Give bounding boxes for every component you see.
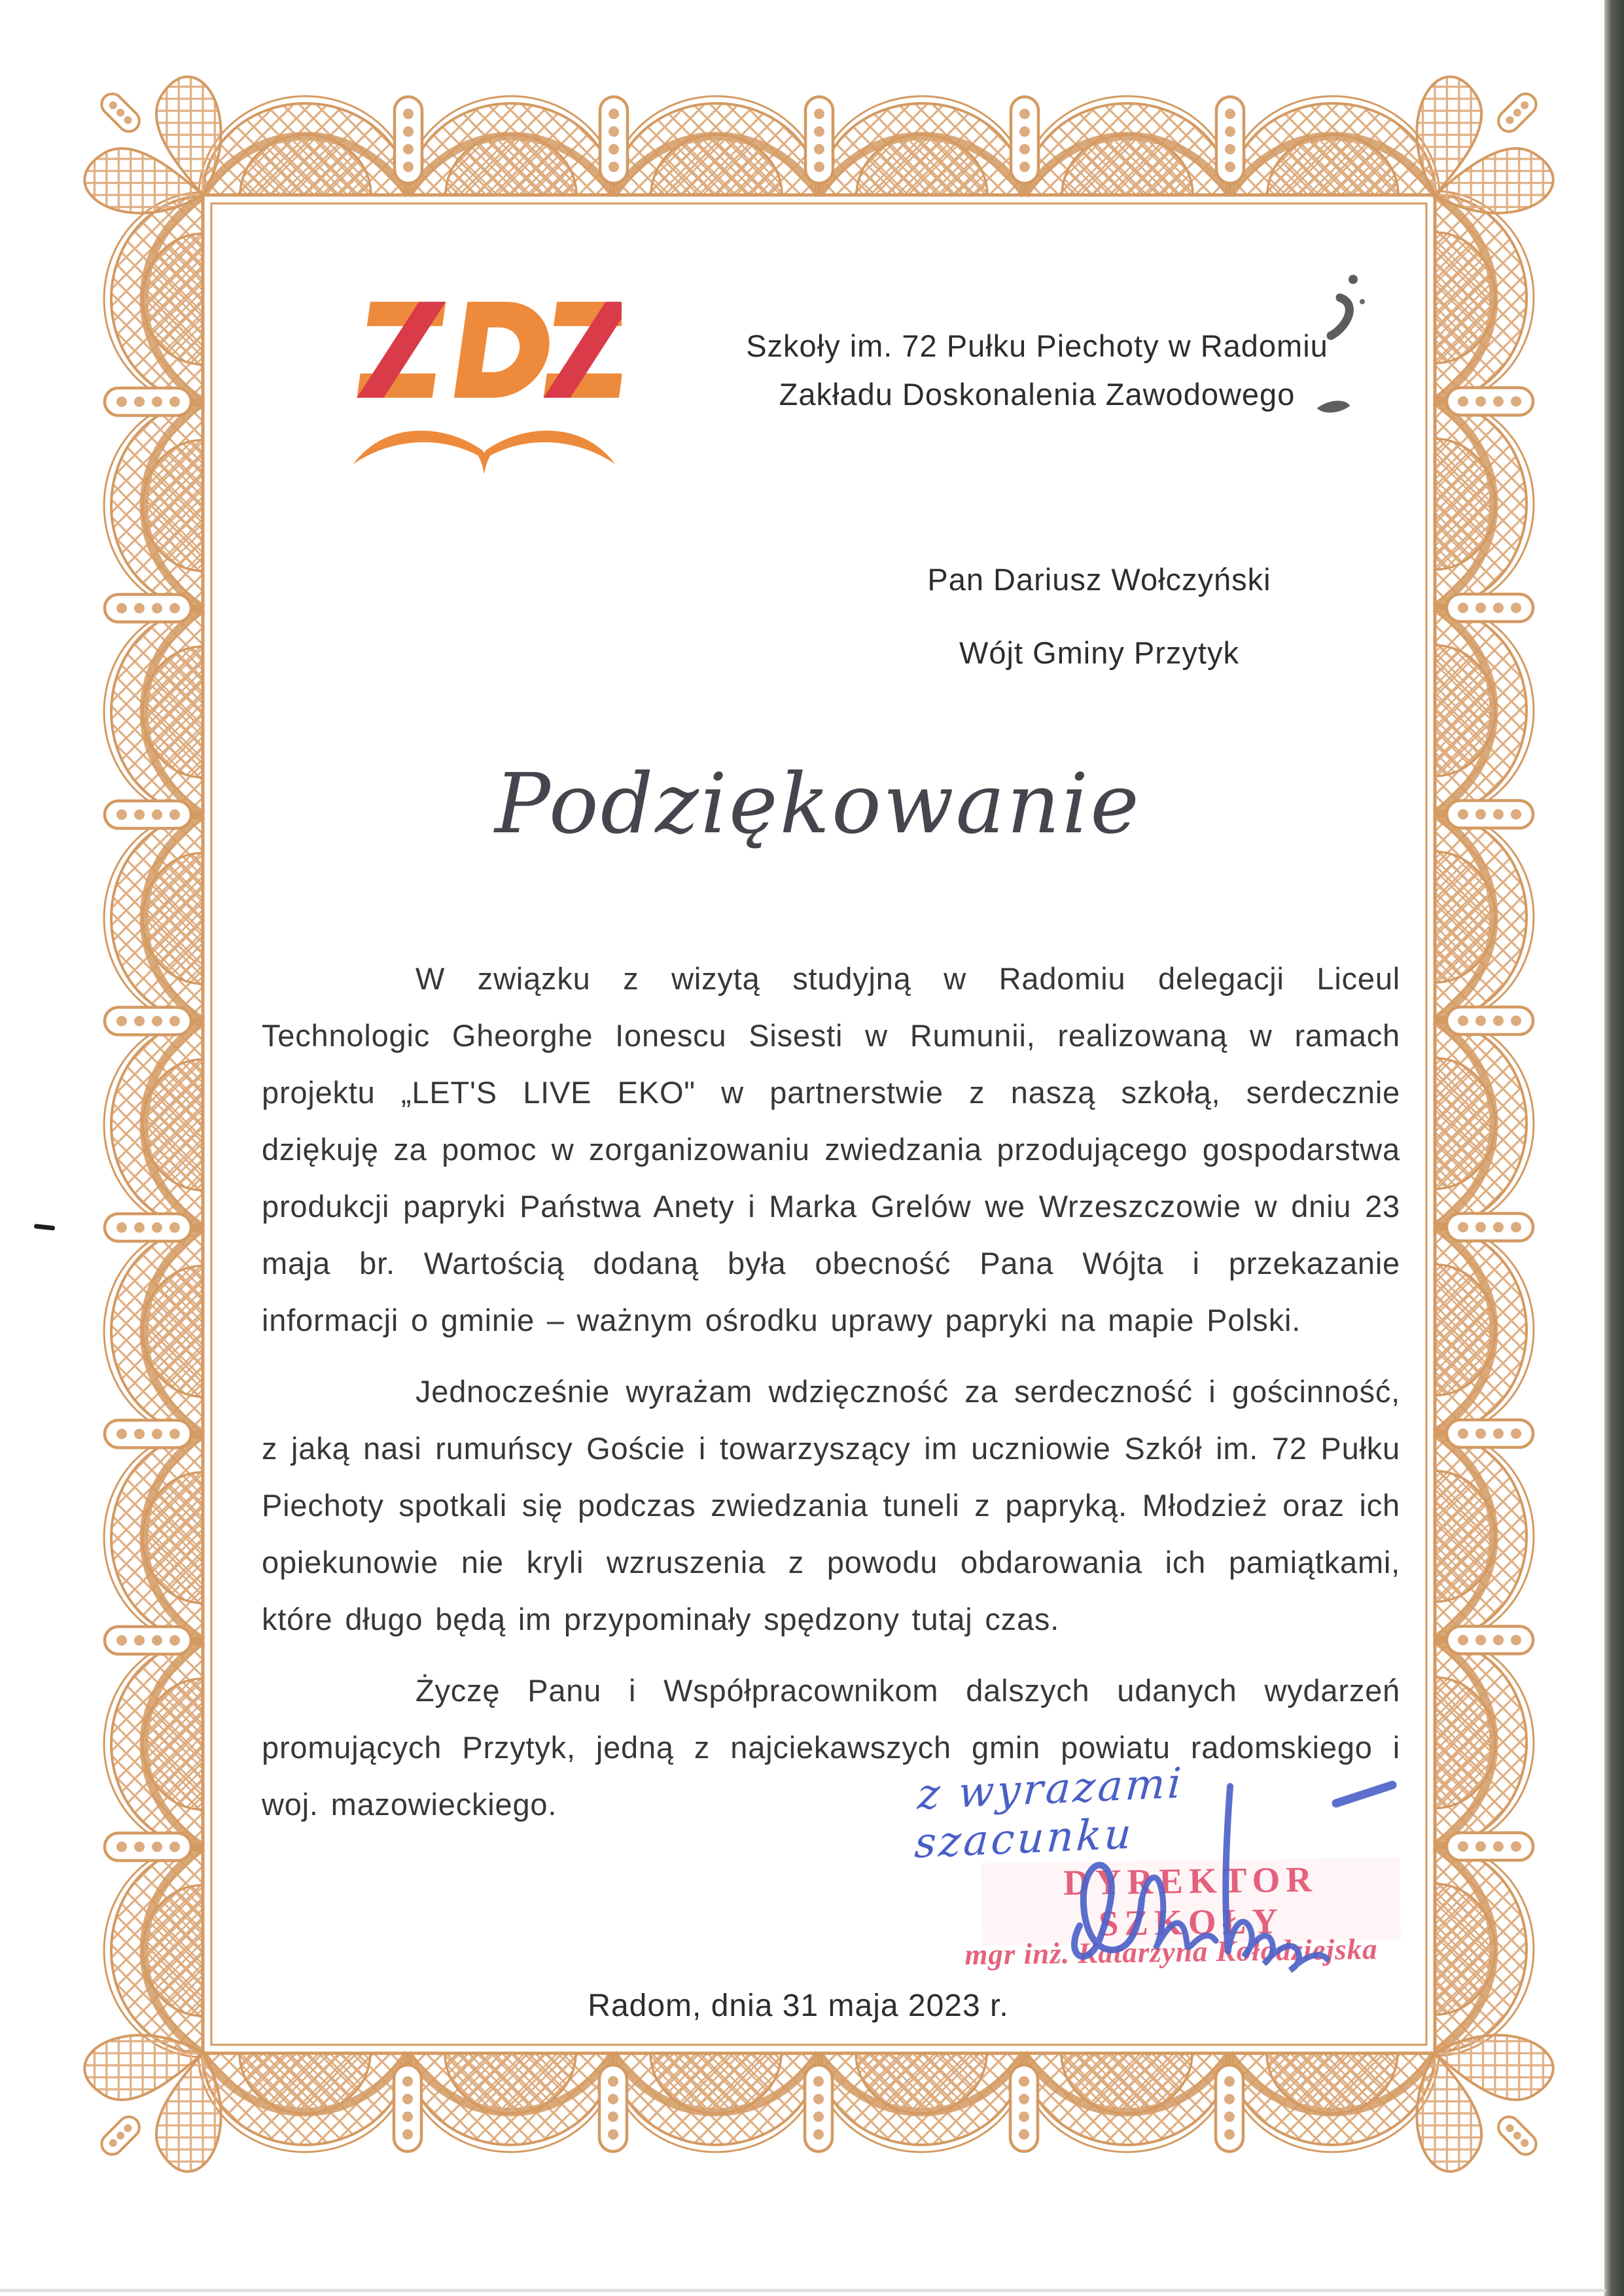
- zdz-logo: [347, 294, 622, 491]
- header-org: [703, 322, 1371, 419]
- recipient-name: Pan Dariusz Wołczyński: [927, 562, 1271, 597]
- recipient-title: Wójt Gminy Przytyk: [959, 635, 1239, 670]
- org-line-1: Szkoły im. 72 Pułku Piechoty w Radomiu: [746, 328, 1328, 363]
- zdz-logo-graphic: [347, 294, 622, 491]
- scanner-bottom-line: [0, 2289, 1606, 2292]
- body-paragraph-2: Jednocześnie wyrażam wdzięczność za serdeczność i gościnność, z jaką nasi rumuńscy Goście i towarzyszący im uczniowie Szkół im. 72 Pułku Piechoty spotkali się podczas zwiedzania tuneli z papryką. Młodzież oraz ich opiekunowie nie kryli wzruszenia z powodu obdarowania ich pamiątkami, które długo będą im przypominały spędzony tutaj czas.: [262, 1374, 1400, 1636]
- body-paragraph-1: W związku z wizytą studyjną w Radomiu delegacji Liceul Technologic Gheorghe Ionescu Sisesti w Rumunii, realizowaną w ramach projektu „LET'S LIVE EKO" w partnerstwie z naszą szkołą, serdecznie dziękuję za pomoc w zorganizowaniu zwiedzania przodującego gospodarstwa produkcji papryki Państwa Anety i Marka Grelów we Wrzeszczowie w dniu 23 maja br. Wartością dodaną była obecność Pana Wójta i przekazanie informacji o gminie – ważnym ośrodku uprawy papryki na mapie Polski.: [262, 961, 1400, 1337]
- letter-body: [262, 950, 1400, 1847]
- org-line-2: Zakładu Doskonalenia Zawodowego: [779, 377, 1296, 412]
- stamp-role-line: DYREKTOR SZKOŁY: [981, 1858, 1401, 1946]
- page-title: Podziękowanie: [495, 756, 1141, 852]
- ink-comma-mark: [1309, 387, 1361, 427]
- signature-scribble: [1034, 1759, 1400, 1981]
- body-paragraph-3: Życzę Panu i Współpracownikom dalszych udanych wydarzeń promujących Przytyk, jedną z najciekawszych gmin powiatu radomskiego i woj. mazowieckiego.: [262, 1673, 1400, 1822]
- stamp-name-line: mgr inż. Katarzyna Kołodziejska: [964, 1932, 1378, 1971]
- date-line: Radom, dnia 31 maja 2023 r.: [588, 1988, 1009, 2023]
- handwritten-closing: z wyrazami szacunku: [913, 1759, 1186, 1868]
- scanner-edge-shadow: [1604, 0, 1624, 2296]
- open-book-icon: [353, 431, 615, 474]
- ink-blot-mark: [1315, 272, 1394, 344]
